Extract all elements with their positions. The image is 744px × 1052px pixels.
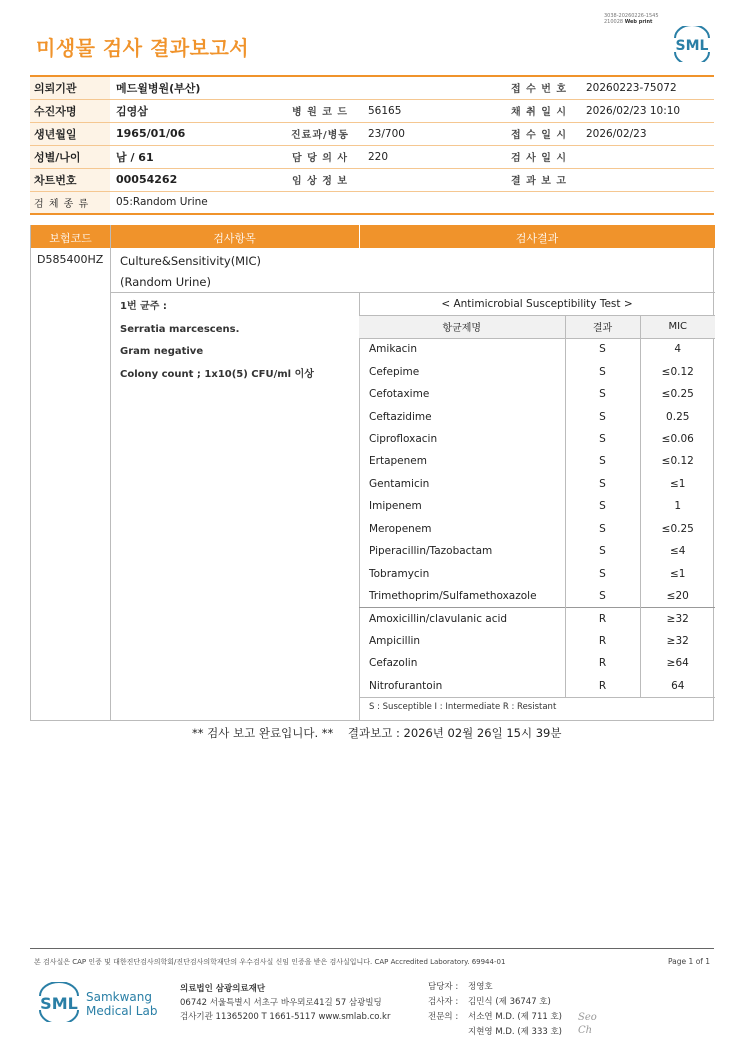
ast-result: S: [565, 383, 640, 405]
ast-result: R: [565, 675, 640, 697]
test-item-line1: Culture&Sensitivity(MIC): [120, 254, 262, 268]
brand-name: [86, 990, 157, 1018]
ast-mic: ≤20: [640, 585, 715, 607]
ast-mic: ≤1: [640, 473, 715, 495]
ast-result: S: [565, 562, 640, 584]
staff-name: 지현영 M.D. (제 333 호): [468, 1027, 563, 1037]
staff-row: [428, 1025, 562, 1040]
ast-mic: ≤0.25: [640, 383, 715, 405]
ast-row: [359, 607, 715, 629]
ast-result: S: [565, 495, 640, 517]
ast-row: [359, 495, 715, 517]
info-value: 220: [362, 145, 500, 168]
specimen-row: [30, 191, 714, 214]
organism-name: Serratia marcescens.: [120, 323, 240, 335]
ast-result: S: [565, 338, 640, 360]
ast-drug: Trimethoprim/Sulfamethoxazole: [369, 589, 537, 602]
ast-title: < Antimicrobial Susceptibility Test >: [359, 293, 715, 316]
org-address: 06742 서울특별시 서초구 바우뫼로41길 57 삼광빌딩: [180, 998, 382, 1008]
ast-mic: ≤1: [640, 562, 715, 584]
ast-drug: Tobramycin: [369, 567, 430, 580]
info-label: 담 당 의 사: [280, 145, 362, 168]
sml-logo-icon: [671, 26, 713, 62]
ast-drug: Cefotaxime: [369, 388, 430, 401]
sml-logo-text: SML: [675, 38, 709, 54]
ast-result: S: [565, 473, 640, 495]
ast-row: [359, 585, 715, 607]
ast-drug: Gentamicin: [369, 477, 430, 490]
brand-line1: Samkwang: [86, 990, 152, 1004]
results-header: [31, 225, 715, 248]
info-value: [580, 145, 714, 168]
info-value: 56165: [362, 99, 500, 122]
info-value: 메드윌병원(부산): [110, 76, 280, 99]
ast-row: [359, 540, 715, 562]
ast-row: [359, 652, 715, 674]
ast-drug: Ceftazidime: [369, 410, 432, 423]
ast-result: S: [565, 428, 640, 450]
org-info: [180, 982, 390, 1024]
ast-header-drug: 항균제명: [359, 316, 565, 338]
info-value: 1965/01/06: [110, 122, 280, 145]
organism-gram: Gram negative: [120, 346, 204, 357]
staff-name: 정영호: [468, 982, 493, 992]
organism-label: 1번 균주 :: [120, 301, 167, 312]
ast-row: [359, 450, 715, 472]
ast-mic: ≤0.25: [640, 518, 715, 540]
sml-footer-logo-icon: [36, 982, 82, 1022]
ast-drug: Cefepime: [369, 365, 420, 378]
ast-mic: 64: [640, 675, 715, 697]
info-label: 차트번호: [30, 168, 110, 191]
specimen-label: 검 체 종 류: [30, 191, 110, 214]
info-row: [30, 122, 714, 145]
print-meta-code: 210028: [604, 19, 624, 25]
ast-mic: ≤4: [640, 540, 715, 562]
ast-result: S: [565, 405, 640, 427]
ast-legend: S : Susceptible I : Intermediate R : Resistant: [369, 702, 557, 712]
results-section: [30, 225, 714, 721]
info-value: 김영삼: [110, 99, 280, 122]
organism-info: [120, 296, 314, 386]
info-value: 00054262: [110, 168, 280, 191]
test-item-name: [120, 251, 261, 293]
ast-result: R: [565, 630, 640, 652]
ast-row: [359, 428, 715, 450]
info-row: [30, 99, 714, 122]
staff-row: [428, 980, 562, 995]
info-label: 임 상 정 보: [280, 168, 362, 191]
ast-result: S: [565, 518, 640, 540]
info-label: 의뢰기관: [30, 76, 110, 99]
ast-row: [359, 360, 715, 382]
ast-drug: Ampicillin: [369, 634, 421, 647]
ast-table: [359, 316, 715, 698]
info-label: 생년월일: [30, 122, 110, 145]
ast-mic: ≥64: [640, 652, 715, 674]
col-test-result: 검사결과: [515, 232, 559, 245]
org-name: 의료법인 삼광의료재단: [180, 984, 266, 994]
info-label: 접 수 번 호: [500, 76, 580, 99]
info-value: [362, 76, 500, 99]
ast-drug: Imipenem: [369, 500, 422, 513]
staff-name: 김민식 (제 36747 호): [468, 997, 551, 1007]
ast-mic: ≥32: [640, 630, 715, 652]
ast-mic: 0.25: [640, 405, 715, 427]
info-value: 2026/02/23: [580, 122, 714, 145]
info-value: 남 / 61: [110, 145, 280, 168]
insurance-code: D585400HZ: [37, 253, 104, 266]
ast-row: [359, 630, 715, 652]
ast-mic: 1: [640, 495, 715, 517]
info-label: 병 원 코 드: [280, 99, 362, 122]
info-label: [280, 76, 362, 99]
ast-header-mic: MIC: [640, 316, 715, 338]
ast-drug: Cefazolin: [369, 657, 418, 670]
ast-row: [359, 338, 715, 360]
info-row: [30, 76, 714, 99]
info-value: [580, 168, 714, 191]
info-label: 채 취 일 시: [500, 99, 580, 122]
ast-result: S: [565, 360, 640, 382]
info-label: 성별/나이: [30, 145, 110, 168]
ast-row: [359, 518, 715, 540]
info-value: [362, 168, 500, 191]
ast-drug: Amikacin: [369, 343, 418, 356]
signature-image: Seo Ch: [578, 1012, 597, 1036]
ast-result: R: [565, 652, 640, 674]
ast-mic: 4: [640, 338, 715, 360]
info-value: 2026/02/23 10:10: [580, 99, 714, 122]
ast-row: [359, 675, 715, 697]
ast-mic: ≤0.12: [640, 360, 715, 382]
staff-role: 담당자 :: [428, 982, 459, 992]
staff-name: 서소연 M.D. (제 711 호): [468, 1012, 563, 1022]
sml-footer-logo-text: SML: [40, 994, 78, 1013]
info-label: 검 사 일 시: [500, 145, 580, 168]
organism-count: Colony count ; 1x10(5) CFU/ml 이상: [120, 368, 314, 380]
ast-drug: Ciprofloxacin: [369, 432, 438, 445]
ast-drug: Meropenem: [369, 522, 432, 535]
ast-drug: Nitrofurantoin: [359, 675, 565, 697]
info-label: 결 과 보 고: [500, 168, 580, 191]
ast-row: [359, 562, 715, 584]
staff-row: [428, 1010, 562, 1025]
info-label: 접 수 일 시: [500, 122, 580, 145]
col-insurance-code: 보험코드: [49, 232, 92, 245]
specimen-value: 05:Random Urine: [110, 191, 714, 214]
print-meta-tag: Web print: [624, 19, 653, 25]
ast-result: S: [565, 450, 640, 472]
ast-mic: ≥32: [640, 607, 715, 629]
completion-note: ** 검사 보고 완료입니다. ** 결과보고 : 2026년 02월 26일 15시 39분: [192, 726, 562, 740]
ast-result: S: [565, 585, 640, 607]
ast-mic: ≤0.06: [640, 428, 715, 450]
ast-drug: Ertapenem: [369, 455, 427, 468]
page-number: Page 1 of 1: [668, 957, 711, 966]
info-row: [30, 145, 714, 168]
info-label: 진료과/병동: [280, 122, 362, 145]
staff-row: [428, 995, 562, 1010]
ast-mic: ≤0.12: [640, 450, 715, 472]
patient-info-table: [30, 75, 714, 215]
ast-result: R: [565, 607, 640, 629]
ast-row: [359, 405, 715, 427]
ast-row: [359, 383, 715, 405]
info-row: [30, 168, 714, 191]
staff-role: 전문의 :: [428, 1012, 459, 1022]
ast-result: S: [565, 540, 640, 562]
ast-row: [359, 473, 715, 495]
staff-role: 검사자 :: [428, 997, 459, 1007]
ast-drug: Piperacillin/Tazobactam: [369, 545, 493, 558]
ast-drug: Amoxicillin/clavulanic acid: [359, 607, 565, 629]
brand-line2: Medical Lab: [86, 1004, 158, 1018]
col-test-item: 검사항목: [213, 232, 256, 245]
info-label: 수진자명: [30, 99, 110, 122]
test-item-line2: (Random Urine): [120, 275, 211, 289]
print-meta-id: 3038-20260226-1545: [604, 13, 659, 19]
staff-list: [428, 980, 562, 1040]
cap-note: 본 검사실은 CAP 인증 및 대한진단검사의학회/진단검사의학재단의 우수검사실 신임 인증을 받은 검사실입니다. CAP Accredited Laboratory. 69944-01: [34, 958, 506, 966]
print-meta: [604, 13, 659, 25]
org-contact: 검사기관 11365200 T 1661-5117 www.smlab.co.kr: [180, 1012, 391, 1022]
info-value: 23/700: [362, 122, 500, 145]
ast-header-result: 결과: [565, 316, 640, 338]
info-value: 20260223-75072: [580, 76, 714, 99]
report-title: 미생물 검사 결과보고서: [36, 36, 250, 60]
